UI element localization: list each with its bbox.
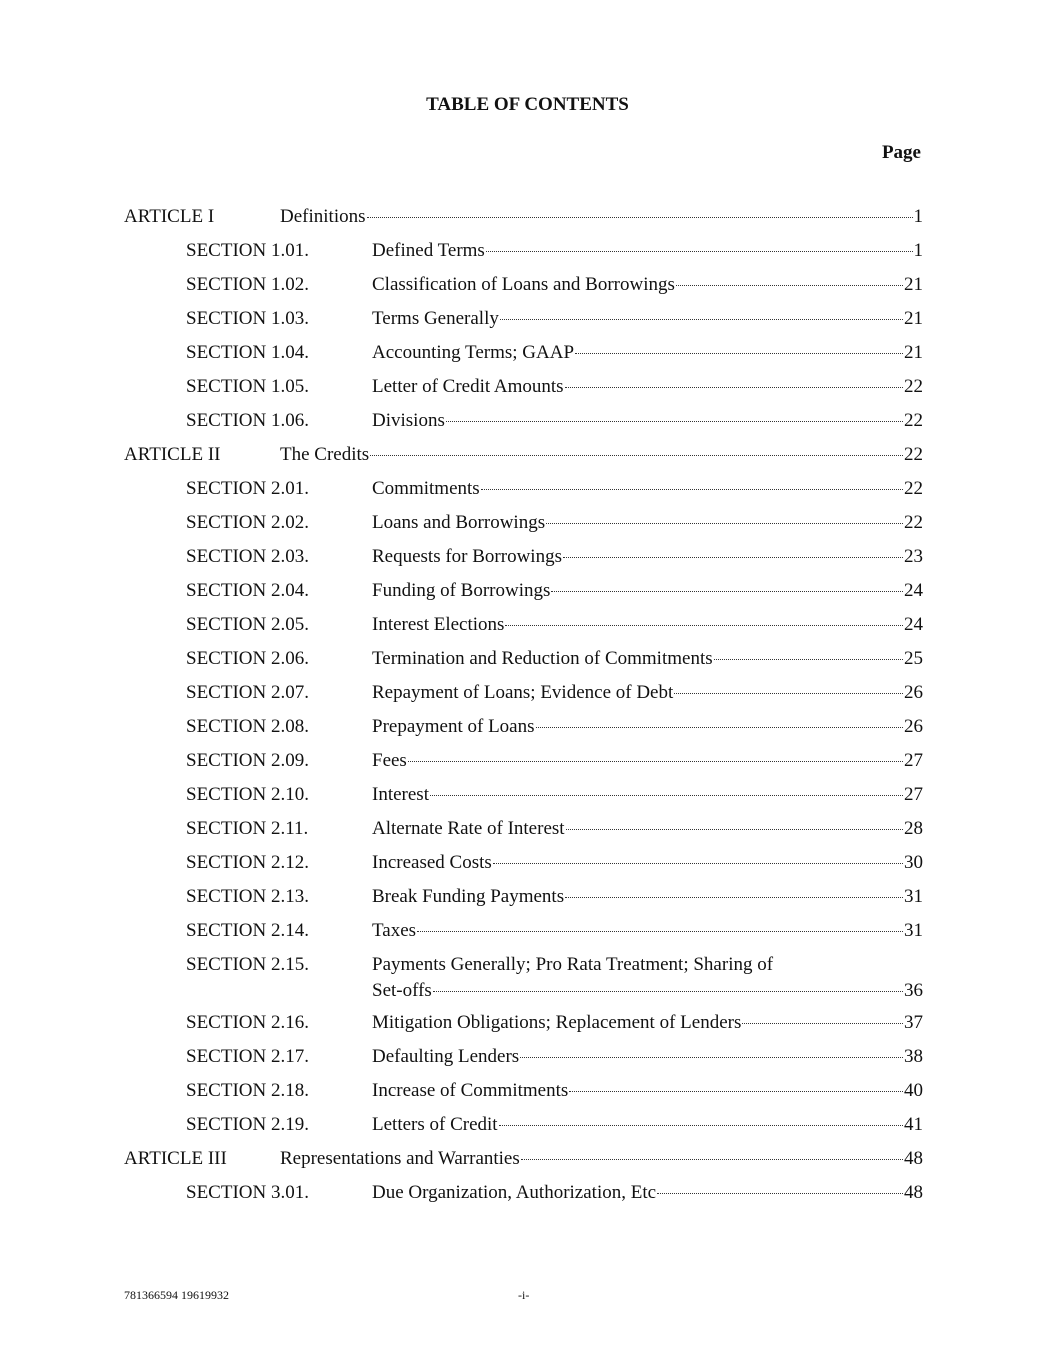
toc-entry — [372, 1180, 923, 1206]
dot-leader — [408, 760, 903, 762]
toc-entry — [372, 612, 923, 638]
section-number: SECTION 2.09. — [186, 750, 309, 771]
entry-title: Taxes — [372, 920, 417, 941]
page-number: 28 — [904, 818, 923, 839]
page-column-header: Page — [881, 142, 921, 163]
section-number: SECTION 2.18. — [186, 1080, 309, 1101]
section-number: SECTION 2.13. — [186, 886, 309, 907]
toc-entry — [372, 714, 923, 740]
toc-entry — [372, 1078, 923, 1104]
section-number: SECTION 2.04. — [186, 580, 309, 601]
section-number: SECTION 2.19. — [186, 1114, 309, 1135]
toc-entry — [372, 476, 923, 502]
dot-leader — [536, 726, 903, 728]
entry-title: Representations and Warranties — [280, 1148, 520, 1169]
entry-title: Commitments — [372, 478, 480, 499]
section-number: SECTION 2.16. — [186, 1012, 309, 1033]
dot-leader — [575, 352, 903, 354]
page-number: 22 — [904, 444, 923, 465]
dot-leader — [417, 930, 903, 932]
entry-title-line: Payments Generally; Pro Rata Treatment; Sharing of — [372, 954, 774, 975]
dot-leader — [500, 318, 903, 320]
footer-document-id: 781366594 19619932 — [124, 1288, 229, 1302]
entry-title: Terms Generally — [372, 308, 499, 329]
page-number: 1 — [913, 206, 923, 227]
entry-title: Repayment of Loans; Evidence of Debt — [372, 682, 674, 703]
section-number: SECTION 3.01. — [186, 1182, 309, 1203]
page-number: 31 — [904, 920, 923, 941]
entry-title: Due Organization, Authorization, Etc — [372, 1182, 657, 1203]
section-number: SECTION 2.12. — [186, 852, 309, 873]
page-number: 23 — [904, 546, 923, 567]
dot-leader — [657, 1192, 903, 1194]
entry-title: Classification of Loans and Borrowings — [372, 274, 675, 295]
dot-leader — [370, 454, 903, 456]
section-number: SECTION 2.15. — [186, 954, 309, 975]
section-number: SECTION 2.11. — [186, 818, 309, 839]
page-number: 36 — [904, 980, 923, 1001]
toc-entry — [372, 408, 923, 434]
dot-leader — [565, 896, 903, 898]
entry-title: Requests for Borrowings — [372, 546, 562, 567]
toc-entry — [372, 918, 923, 944]
section-number: SECTION 1.05. — [186, 376, 309, 397]
toc-entry — [372, 510, 923, 536]
entry-title: Loans and Borrowings — [372, 512, 546, 533]
section-number: SECTION 2.01. — [186, 478, 309, 499]
entry-title: Mitigation Obligations; Replacement of Lenders — [372, 1012, 742, 1033]
page-number: 26 — [904, 682, 923, 703]
section-number: SECTION 1.03. — [186, 308, 309, 329]
page-number: 40 — [904, 1080, 923, 1101]
dot-leader — [563, 556, 903, 558]
dot-leader — [367, 216, 913, 218]
dot-leader — [566, 828, 903, 830]
dot-leader — [430, 794, 903, 796]
entry-title: Break Funding Payments — [372, 886, 565, 907]
toc-entry — [372, 816, 923, 842]
dot-leader — [546, 522, 903, 524]
section-number: SECTION 2.03. — [186, 546, 309, 567]
section-number: SECTION 2.07. — [186, 682, 309, 703]
toc-entry — [372, 850, 923, 876]
entry-title: Letters of Credit — [372, 1114, 498, 1135]
entry-title: Divisions — [372, 410, 445, 431]
section-number: SECTION 1.06. — [186, 410, 309, 431]
toc-entry — [372, 306, 923, 332]
page-number: 48 — [904, 1182, 923, 1203]
toc-entry — [372, 1010, 923, 1036]
entry-title: Accounting Terms; GAAP — [372, 342, 575, 363]
dot-leader — [446, 420, 903, 422]
toc-entry — [372, 646, 923, 672]
toc-entry — [372, 782, 923, 808]
page-number: 22 — [904, 410, 923, 431]
entry-title: Letter of Credit Amounts — [372, 376, 564, 397]
article-number: ARTICLE II — [124, 444, 221, 465]
entry-title: Termination and Reduction of Commitments — [372, 648, 713, 669]
page-number: 48 — [904, 1148, 923, 1169]
toc-entry — [372, 340, 923, 366]
page-number: 21 — [904, 342, 923, 363]
toc-entry — [372, 578, 923, 604]
dot-leader — [499, 1124, 903, 1126]
entry-title: Set-offs — [372, 980, 432, 1001]
dot-leader — [481, 488, 903, 490]
section-number: SECTION 2.08. — [186, 716, 309, 737]
toc-entry — [372, 1044, 923, 1070]
article-number: ARTICLE I — [124, 206, 215, 227]
page-number: 21 — [904, 274, 923, 295]
page-number: 37 — [904, 1012, 923, 1033]
entry-title: Defaulting Lenders — [372, 1046, 520, 1067]
page-number: 22 — [904, 376, 923, 397]
entry-title: Definitions — [280, 206, 366, 227]
dot-leader — [520, 1056, 903, 1058]
toc-entry — [372, 748, 923, 774]
section-number: SECTION 2.14. — [186, 920, 309, 941]
dot-leader — [551, 590, 903, 592]
page-number: 31 — [904, 886, 923, 907]
page-number: 22 — [904, 512, 923, 533]
toc-entry — [280, 1146, 923, 1172]
toc-entry — [372, 544, 923, 570]
entry-title: Increased Costs — [372, 852, 492, 873]
page-number: 30 — [904, 852, 923, 873]
dot-leader — [433, 990, 903, 992]
entry-title: Prepayment of Loans — [372, 716, 535, 737]
entry-title: Interest Elections — [372, 614, 505, 635]
article-number: ARTICLE III — [124, 1148, 227, 1169]
dot-leader — [569, 1090, 903, 1092]
entry-title: Interest — [372, 784, 429, 805]
entry-title: Funding of Borrowings — [372, 580, 551, 601]
page-number: 24 — [904, 580, 923, 601]
section-number: SECTION 2.02. — [186, 512, 309, 533]
dot-leader — [676, 284, 903, 286]
footer-page-number: -i- — [518, 1288, 530, 1302]
page-number: 38 — [904, 1046, 923, 1067]
toc-entry — [372, 272, 923, 298]
toc-entry — [372, 238, 923, 264]
entry-title: Increase of Commitments — [372, 1080, 569, 1101]
entry-title: The Credits — [280, 444, 370, 465]
toc-entry — [372, 884, 923, 910]
dot-leader — [493, 862, 903, 864]
page-title: TABLE OF CONTENTS — [426, 94, 629, 115]
toc-entry — [372, 374, 923, 400]
dot-leader — [521, 1158, 903, 1160]
page-number: 22 — [904, 478, 923, 499]
page-number: 24 — [904, 614, 923, 635]
section-number: SECTION 1.04. — [186, 342, 309, 363]
section-number: SECTION 2.06. — [186, 648, 309, 669]
section-number: SECTION 2.10. — [186, 784, 309, 805]
toc-entry — [372, 680, 923, 706]
entry-title: Defined Terms — [372, 240, 485, 261]
section-number: SECTION 2.17. — [186, 1046, 309, 1067]
page-number: 26 — [904, 716, 923, 737]
section-number: SECTION 1.01. — [186, 240, 309, 261]
entry-title: Fees — [372, 750, 407, 771]
section-number: SECTION 1.02. — [186, 274, 309, 295]
section-number: SECTION 2.05. — [186, 614, 309, 635]
dot-leader — [674, 692, 903, 694]
page-number: 25 — [904, 648, 923, 669]
dot-leader — [565, 386, 903, 388]
page-number: 1 — [913, 240, 923, 261]
dot-leader — [742, 1022, 903, 1024]
dot-leader — [486, 250, 913, 252]
dot-leader — [505, 624, 903, 626]
toc-entry — [372, 1112, 923, 1138]
page-number: 41 — [904, 1114, 923, 1135]
page-number: 21 — [904, 308, 923, 329]
toc-entry — [372, 952, 923, 1004]
page-number: 27 — [904, 784, 923, 805]
entry-title: Alternate Rate of Interest — [372, 818, 565, 839]
dot-leader — [714, 658, 903, 660]
toc-entry — [280, 204, 923, 230]
page-number: 27 — [904, 750, 923, 771]
toc-entry — [280, 442, 923, 468]
